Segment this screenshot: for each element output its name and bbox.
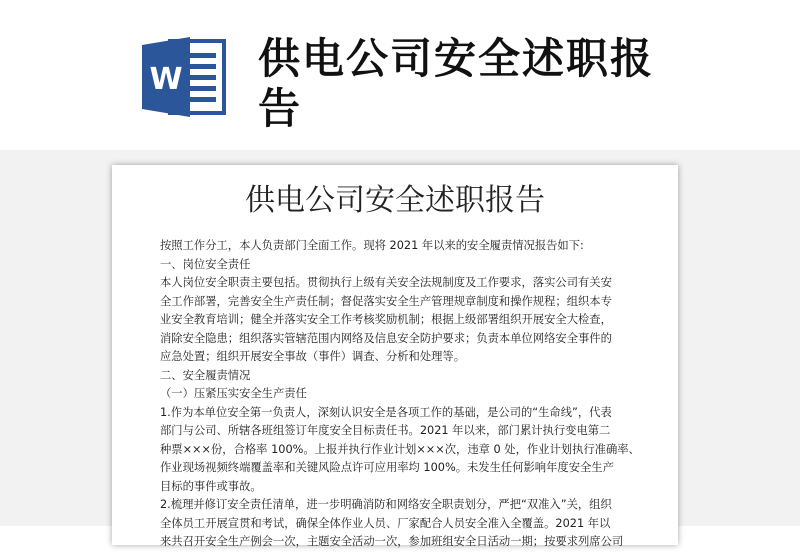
body-line: 作业现场视频终端覆盖率和关键风险点许可应用率均 100%。未发生任何影响年度安全生产 [160, 461, 614, 474]
document-page-preview[interactable] [112, 165, 678, 548]
body-line: 本人岗位安全职责主要包括。贯彻执行上级有关安全法规制度及工作要求，落实公司有关安 [160, 276, 612, 289]
body-line: 全工作部署，完善安全生产责任制；督促落实安全生产管理规章制度和操作规程；组织本专 [160, 294, 612, 308]
page-title-line-1: 供电公司安全述职报 [258, 34, 655, 83]
body-line: 应急处置；组织开展安全事故（事件）调查、分析和处理等。 [160, 350, 466, 363]
body-line: 全体员工开展宣贯和考试，确保全体作业人员、厂家配合人员安全准入全覆盖。2021 年以 [160, 516, 611, 530]
page-title [258, 34, 698, 134]
body-line: 来共召开安全生产例会一次，主题安全活动一次，参加班组安全日活动一期；按要求列席公司 [160, 535, 624, 548]
section-heading: 一、岗位安全责任 [160, 257, 251, 271]
body-line: 种票×××份，合格率 100%。上报并执行作业计划×××次，违章 0 处，作业计划执行准确率、 [160, 442, 640, 456]
body-line: 1.作为本单位安全第一负责人，深刻认识安全是各项工作的基础，是公司的“生命线”，代表 [160, 405, 612, 419]
body-line: 目标的事件或事故。 [160, 479, 262, 493]
subsection-heading: （一）压紧压实安全生产责任 [160, 387, 307, 400]
body-line: 业安全教育培训；健全并落实安全工作考核奖励机制；根据上级部署组织开展安全大检查， [160, 313, 612, 326]
word-document-icon [140, 35, 230, 119]
body-line: 消除安全隐患；组织落实管辖范围内网络及信息安全防护要求；负责本单位网络安全事件的 [160, 331, 612, 345]
section-heading: 二、安全履责情况 [160, 368, 251, 382]
word-logo-letter: W [149, 62, 183, 97]
body-line: 2.梳理并修订安全责任清单，进一步明确消防和网络安全职责划分，严把“双准入”关，组织 [160, 498, 612, 511]
body-line: 按照工作分工，本人负责部门全面工作。现将 2021 年以来的安全履责情况报告如下: [160, 239, 584, 252]
document-title: 供电公司安全述职报告 [245, 183, 545, 218]
header-banner [0, 0, 800, 150]
document-body [160, 237, 650, 552]
body-line: 部门与公司、所辖各班组签订年度安全目标责任书。2021 年以来，部门累计执行变电第二 [160, 424, 611, 437]
page-title-line-2: 告 [258, 84, 303, 133]
